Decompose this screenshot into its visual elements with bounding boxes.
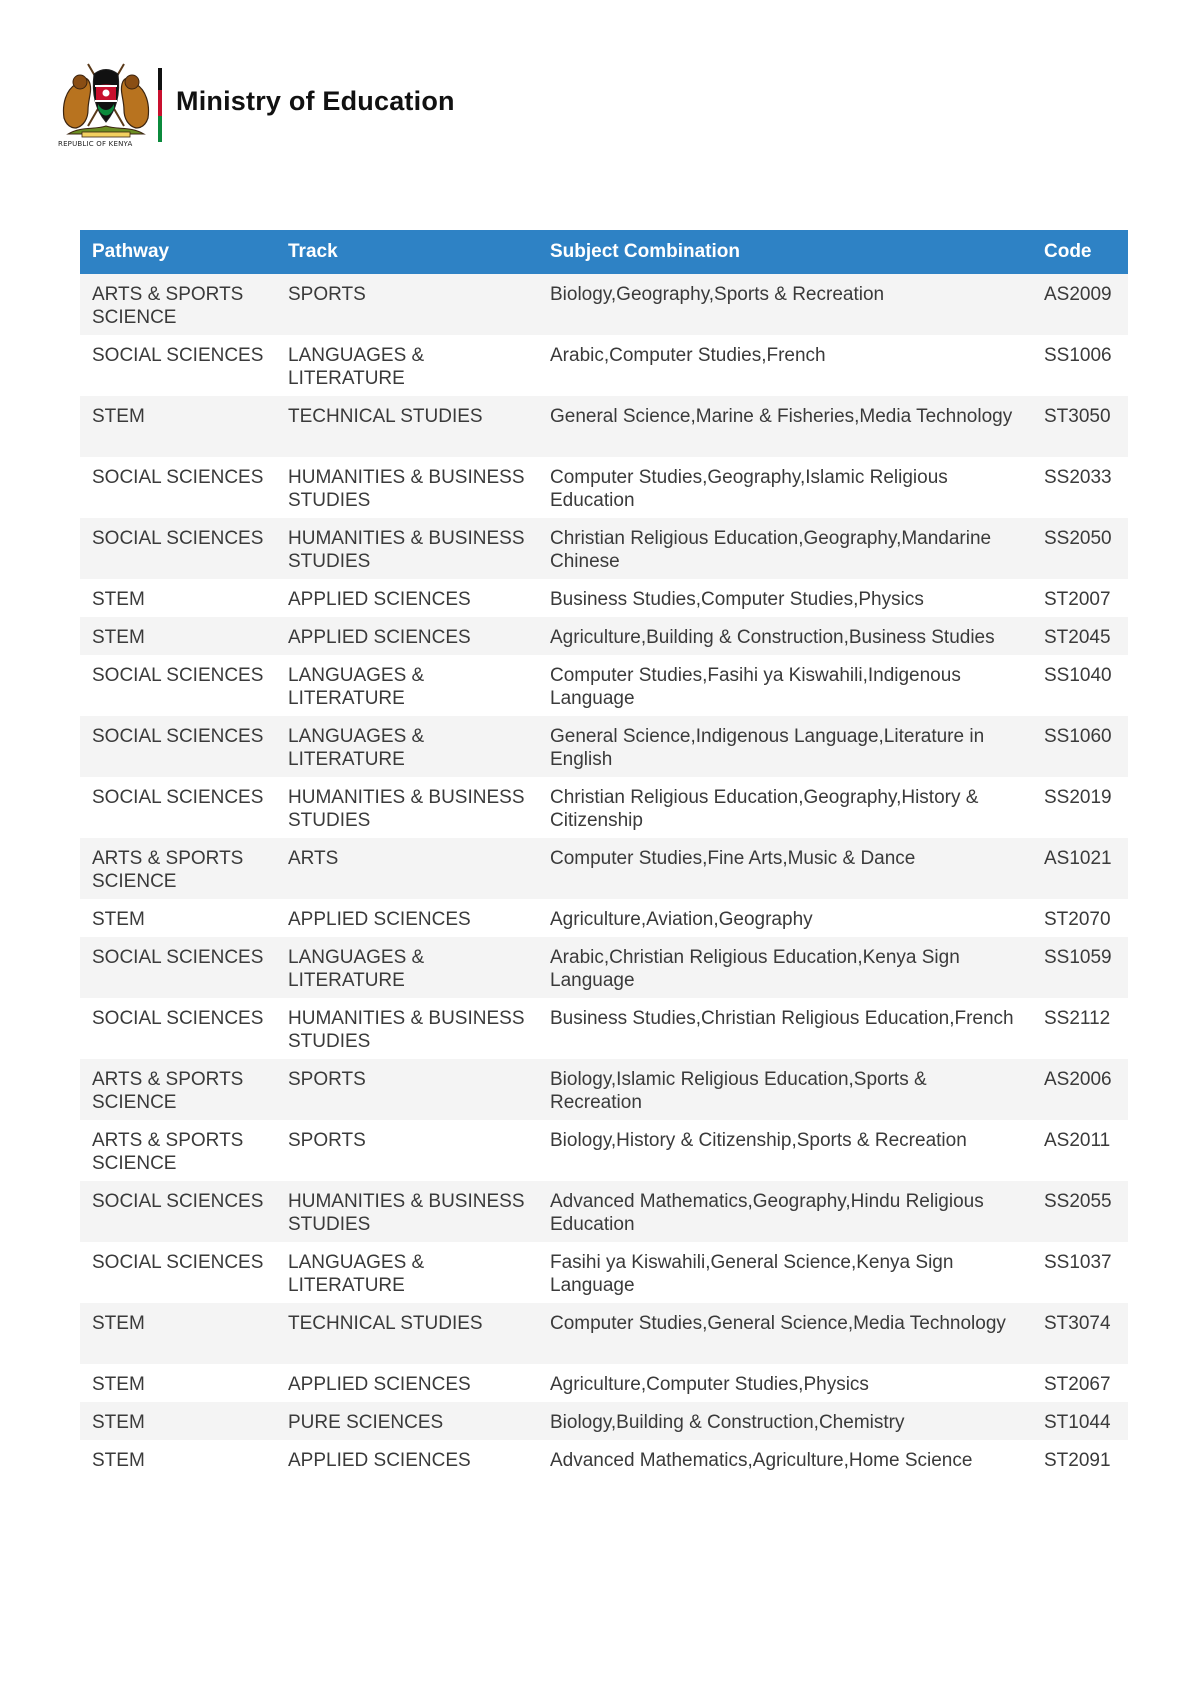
table-row — [80, 838, 1128, 899]
cell-track: LANGUAGES & LITERATURE — [276, 335, 538, 396]
table-row — [80, 998, 1128, 1059]
cell-track: SPORTS — [276, 1120, 538, 1181]
cell-code: SS1040 — [1032, 655, 1128, 716]
cell-subjects: General Science,Marine & Fisheries,Media Technology — [538, 396, 1032, 457]
cell-subjects: Advanced Mathematics,Agriculture,Home Science — [538, 1440, 1032, 1478]
cell-subjects: Fasihi ya Kiswahili,General Science,Kenya Sign Language — [538, 1242, 1032, 1303]
cell-code: ST2091 — [1032, 1440, 1128, 1478]
table-row — [80, 1181, 1128, 1242]
kenya-coat-of-arms-icon — [58, 56, 154, 152]
cell-subjects: Computer Studies,Fine Arts,Music & Dance — [538, 838, 1032, 899]
cell-pathway: STEM — [80, 1364, 276, 1402]
flag-bar-red — [158, 90, 162, 116]
table-row — [80, 617, 1128, 655]
cell-pathway: SOCIAL SCIENCES — [80, 777, 276, 838]
cell-subjects: Biology,Building & Construction,Chemistry — [538, 1402, 1032, 1440]
cell-track: LANGUAGES & LITERATURE — [276, 1242, 538, 1303]
cell-track: APPLIED SCIENCES — [276, 579, 538, 617]
cell-track: APPLIED SCIENCES — [276, 1364, 538, 1402]
table-row — [80, 579, 1128, 617]
cell-subjects: Arabic,Computer Studies,French — [538, 335, 1032, 396]
cell-track: SPORTS — [276, 274, 538, 335]
table-row — [80, 899, 1128, 937]
table-row — [80, 1303, 1128, 1364]
table-row — [80, 1440, 1128, 1478]
cell-pathway: SOCIAL SCIENCES — [80, 1181, 276, 1242]
column-header-pathway: Pathway — [80, 230, 276, 274]
column-header-track: Track — [276, 230, 538, 274]
cell-pathway: SOCIAL SCIENCES — [80, 937, 276, 998]
cell-subjects: Advanced Mathematics,Geography,Hindu Religious Education — [538, 1181, 1032, 1242]
cell-code: SS1059 — [1032, 937, 1128, 998]
cell-subjects: Agriculture,Computer Studies,Physics — [538, 1364, 1032, 1402]
cell-pathway: STEM — [80, 396, 276, 457]
cell-code: SS2050 — [1032, 518, 1128, 579]
cell-pathway: SOCIAL SCIENCES — [80, 518, 276, 579]
cell-pathway: STEM — [80, 1402, 276, 1440]
table-row — [80, 396, 1128, 457]
cell-code: ST2007 — [1032, 579, 1128, 617]
cell-track: HUMANITIES & BUSINESS STUDIES — [276, 998, 538, 1059]
cell-track: LANGUAGES & LITERATURE — [276, 655, 538, 716]
cell-pathway: STEM — [80, 899, 276, 937]
flag-bar-green — [158, 116, 162, 142]
page-header — [58, 56, 455, 152]
table-row — [80, 274, 1128, 335]
table-row — [80, 518, 1128, 579]
cell-pathway: ARTS & SPORTS SCIENCE — [80, 274, 276, 335]
cell-pathway: STEM — [80, 579, 276, 617]
subject-combinations-table — [80, 230, 1128, 1478]
cell-pathway: STEM — [80, 1303, 276, 1364]
cell-track: LANGUAGES & LITERATURE — [276, 716, 538, 777]
cell-track: HUMANITIES & BUSINESS STUDIES — [276, 777, 538, 838]
table-header-row — [80, 230, 1128, 274]
cell-code: ST2070 — [1032, 899, 1128, 937]
cell-track: SPORTS — [276, 1059, 538, 1120]
cell-track: PURE SCIENCES — [276, 1402, 538, 1440]
cell-code: ST2045 — [1032, 617, 1128, 655]
cell-subjects: Computer Studies,General Science,Media Technology — [538, 1303, 1032, 1364]
cell-code: ST1044 — [1032, 1402, 1128, 1440]
cell-subjects: Christian Religious Education,Geography,Mandarine Chinese — [538, 518, 1032, 579]
cell-code: SS1006 — [1032, 335, 1128, 396]
cell-track: APPLIED SCIENCES — [276, 617, 538, 655]
table-row — [80, 937, 1128, 998]
table-row — [80, 1364, 1128, 1402]
cell-code: ST3074 — [1032, 1303, 1128, 1364]
table-row — [80, 1120, 1128, 1181]
cell-subjects: Agriculture,Building & Construction,Business Studies — [538, 617, 1032, 655]
cell-pathway: ARTS & SPORTS SCIENCE — [80, 1059, 276, 1120]
crest-caption: REPUBLIC OF KENYA — [58, 140, 133, 148]
cell-track: TECHNICAL STUDIES — [276, 1303, 538, 1364]
cell-code: AS1021 — [1032, 838, 1128, 899]
table-row — [80, 655, 1128, 716]
cell-pathway: SOCIAL SCIENCES — [80, 457, 276, 518]
cell-code: AS2011 — [1032, 1120, 1128, 1181]
cell-track: HUMANITIES & BUSINESS STUDIES — [276, 1181, 538, 1242]
table-row — [80, 1402, 1128, 1440]
cell-code: SS1037 — [1032, 1242, 1128, 1303]
cell-track: LANGUAGES & LITERATURE — [276, 937, 538, 998]
table-row — [80, 716, 1128, 777]
cell-code: SS2019 — [1032, 777, 1128, 838]
cell-subjects: Business Studies,Christian Religious Education,French — [538, 998, 1032, 1059]
cell-subjects: Arabic,Christian Religious Education,Kenya Sign Language — [538, 937, 1032, 998]
table-row — [80, 1059, 1128, 1120]
cell-subjects: General Science,Indigenous Language,Literature in English — [538, 716, 1032, 777]
cell-pathway: SOCIAL SCIENCES — [80, 1242, 276, 1303]
cell-subjects: Business Studies,Computer Studies,Physics — [538, 579, 1032, 617]
cell-pathway: SOCIAL SCIENCES — [80, 716, 276, 777]
cell-code: SS1060 — [1032, 716, 1128, 777]
cell-subjects: Biology,History & Citizenship,Sports & Recreation — [538, 1120, 1032, 1181]
cell-subjects: Agriculture,Aviation,Geography — [538, 899, 1032, 937]
cell-code: AS2006 — [1032, 1059, 1128, 1120]
cell-pathway: SOCIAL SCIENCES — [80, 335, 276, 396]
cell-code: SS2033 — [1032, 457, 1128, 518]
cell-pathway: SOCIAL SCIENCES — [80, 998, 276, 1059]
cell-code: SS2055 — [1032, 1181, 1128, 1242]
cell-code: ST3050 — [1032, 396, 1128, 457]
cell-pathway: ARTS & SPORTS SCIENCE — [80, 838, 276, 899]
cell-code: AS2009 — [1032, 274, 1128, 335]
cell-track: TECHNICAL STUDIES — [276, 396, 538, 457]
cell-pathway: SOCIAL SCIENCES — [80, 655, 276, 716]
cell-track: ARTS — [276, 838, 538, 899]
cell-subjects: Biology,Geography,Sports & Recreation — [538, 274, 1032, 335]
table-row — [80, 1242, 1128, 1303]
cell-track: APPLIED SCIENCES — [276, 899, 538, 937]
cell-pathway: ARTS & SPORTS SCIENCE — [80, 1120, 276, 1181]
cell-track: HUMANITIES & BUSINESS STUDIES — [276, 518, 538, 579]
column-header-subject-combination: Subject Combination — [538, 230, 1032, 274]
cell-subjects: Biology,Islamic Religious Education,Sports & Recreation — [538, 1059, 1032, 1120]
cell-code: SS2112 — [1032, 998, 1128, 1059]
cell-subjects: Computer Studies,Geography,Islamic Religious Education — [538, 457, 1032, 518]
cell-code: ST2067 — [1032, 1364, 1128, 1402]
column-header-code: Code — [1032, 230, 1128, 274]
cell-track: APPLIED SCIENCES — [276, 1440, 538, 1478]
table-body — [80, 274, 1128, 1478]
flag-color-bars — [158, 68, 162, 142]
cell-pathway: STEM — [80, 1440, 276, 1478]
flag-bar-black — [158, 68, 162, 90]
cell-pathway: STEM — [80, 617, 276, 655]
ministry-title: Ministry of Education — [176, 86, 455, 116]
cell-subjects: Computer Studies,Fasihi ya Kiswahili,Indigenous Language — [538, 655, 1032, 716]
cell-track: HUMANITIES & BUSINESS STUDIES — [276, 457, 538, 518]
table-row — [80, 777, 1128, 838]
cell-subjects: Christian Religious Education,Geography,History & Citizenship — [538, 777, 1032, 838]
table-row — [80, 457, 1128, 518]
table-row — [80, 335, 1128, 396]
